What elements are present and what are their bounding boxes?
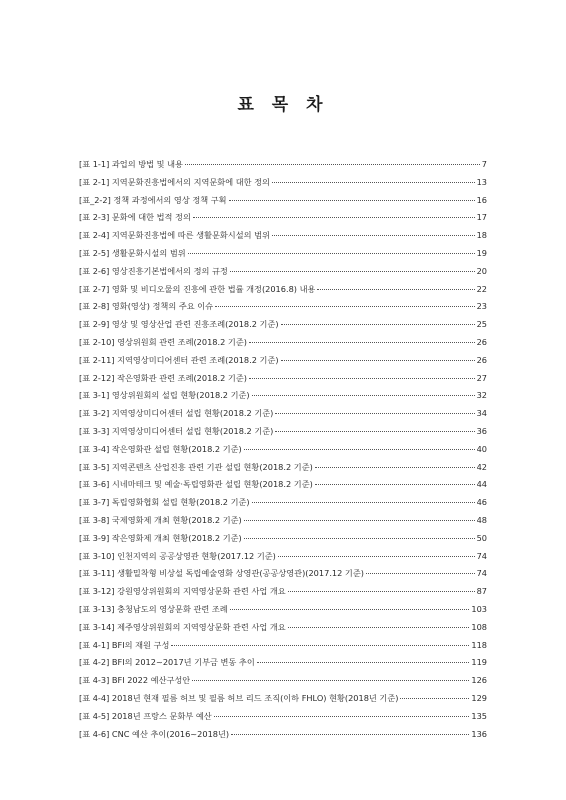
toc-entry-page-number: 118 — [471, 639, 487, 650]
dot-leader — [317, 289, 474, 290]
dot-leader — [244, 538, 475, 539]
toc-entry[interactable] — [79, 565, 487, 583]
toc-entry[interactable] — [79, 227, 487, 245]
toc-entry-label: [표 4-5] 2018년 프랑스 문화부 예산 — [79, 710, 212, 721]
toc-entry-page-number: 36 — [476, 425, 487, 436]
toc-entry-page-number: 19 — [476, 247, 487, 258]
toc-entry-label: [표 2-12] 작은영화관 관련 조례(2018.2 기준) — [79, 372, 247, 383]
toc-entry-page-number: 27 — [476, 372, 487, 383]
dot-leader — [400, 698, 469, 699]
dot-leader — [288, 591, 475, 592]
toc-entry[interactable] — [79, 548, 487, 566]
dot-leader — [252, 395, 475, 396]
toc-entry[interactable] — [79, 334, 487, 352]
dot-leader — [275, 413, 474, 414]
toc-entry[interactable] — [79, 174, 487, 192]
toc-entry-label: [표 3-4] 작은영화관 설립 현황(2018.2 기준) — [79, 443, 242, 454]
toc-entry-label: [표 2-7] 영화 및 비디오물의 진흥에 관한 법률 개정(2016.8) 내용 — [79, 283, 316, 294]
toc-entry-page-number: 17 — [476, 212, 487, 223]
toc-entry-label: [표 2-3] 문화에 대한 법적 정의 — [79, 212, 191, 223]
toc-entry[interactable] — [79, 209, 487, 227]
toc-entry-label: [표 2-8] 영화(영상) 정책의 주요 이슈 — [79, 301, 214, 312]
dot-leader — [244, 520, 475, 521]
dot-leader — [315, 484, 475, 485]
toc-entry-page-number: 135 — [471, 710, 487, 721]
dot-leader — [185, 164, 480, 165]
toc-entry[interactable] — [79, 156, 487, 174]
toc-entry-label: [표 2-5] 생활문화시설의 범위 — [79, 247, 186, 258]
toc-entry-label: [표 4-2] BFI의 2012~2017년 기부금 변동 추이 — [79, 657, 255, 668]
toc-entry[interactable] — [79, 476, 487, 494]
toc-entry-label: [표 3-13] 충청남도의 영상문화 관련 조례 — [79, 603, 228, 614]
dot-leader — [230, 271, 475, 272]
toc-entry-label: [표 3-3] 지역영상미디어센터 설립 현황(2018.2 기준) — [79, 425, 274, 436]
toc-entry-label: [표 3-14] 제주영상위원회의 지역영상문화 관련 사업 개요 — [79, 621, 286, 632]
toc-entry-label: [표 2-11] 지역영상미디어센터 관련 조례(2018.2 기준) — [79, 354, 279, 365]
toc-entry-page-number: 74 — [476, 568, 487, 579]
toc-entry-page-number: 40 — [476, 443, 487, 454]
table-of-contents-list — [79, 156, 487, 743]
dot-leader — [249, 342, 475, 343]
toc-entry-page-number: 42 — [476, 461, 487, 472]
toc-entry-label: [표 3-12] 강원영상위원회의 지역영상문화 관련 사업 개요 — [79, 586, 286, 597]
toc-entry[interactable] — [79, 708, 487, 726]
dot-leader — [230, 609, 470, 610]
toc-entry-label: [표 2-1] 지역문화진흥법에서의 지역문화에 대한 정의 — [79, 176, 270, 187]
toc-entry[interactable] — [79, 637, 487, 655]
toc-entry[interactable] — [79, 405, 487, 423]
toc-entry[interactable] — [79, 583, 487, 601]
toc-entry[interactable] — [79, 263, 487, 281]
dot-leader — [231, 734, 469, 735]
toc-entry[interactable] — [79, 245, 487, 263]
toc-entry-page-number: 44 — [476, 479, 487, 490]
toc-entry[interactable] — [79, 281, 487, 299]
dot-leader — [214, 716, 470, 717]
toc-entry-label: [표 3-11] 생활밀착형 비상설 독립예술영화 상영관(공공상영관)(2017.12 기준) — [79, 568, 364, 579]
dot-leader — [188, 253, 475, 254]
toc-entry-page-number: 46 — [476, 497, 487, 508]
dot-leader — [281, 360, 475, 361]
toc-entry[interactable] — [79, 601, 487, 619]
toc-entry-page-number: 25 — [476, 319, 487, 330]
toc-entry-page-number: 26 — [476, 354, 487, 365]
toc-entry-page-number: 13 — [476, 176, 487, 187]
toc-entry[interactable] — [79, 459, 487, 477]
dot-leader — [281, 324, 475, 325]
toc-entry-label: [표 3-8] 국제영화제 개최 현황(2018.2 기준) — [79, 514, 242, 525]
dot-leader — [229, 200, 475, 201]
toc-entry[interactable] — [79, 619, 487, 637]
toc-entry-page-number: 23 — [476, 301, 487, 312]
dot-leader — [288, 627, 470, 628]
toc-entry-label: [표 2-4] 지역문화진흥법에 따른 생활문화시설의 범위 — [79, 230, 270, 241]
toc-entry-label: [표 3-6] 시네마테크 및 예술·독립영화관 설립 현황(2018.2 기준) — [79, 479, 313, 490]
toc-entry[interactable] — [79, 298, 487, 316]
dot-leader — [272, 182, 475, 183]
toc-entry[interactable] — [79, 654, 487, 672]
dot-leader — [257, 662, 470, 663]
dot-leader — [366, 573, 475, 574]
toc-entry-label: [표 3-2] 지역영상미디어센터 설립 현황(2018.2 기준) — [79, 408, 274, 419]
toc-entry-page-number: 108 — [471, 621, 487, 632]
toc-entry-label: [표 1-1] 과업의 방법 및 내용 — [79, 159, 183, 169]
toc-entry[interactable] — [79, 530, 487, 548]
toc-entry[interactable] — [79, 352, 487, 370]
toc-entry-page-number: 18 — [476, 230, 487, 241]
toc-entry[interactable] — [79, 316, 487, 334]
toc-entry-label: [표 4-4] 2018년 현재 필름 허브 및 필름 허브 리드 조직(이하 FHLO) 현황(2018년 기준) — [79, 692, 399, 703]
dot-leader — [244, 449, 475, 450]
toc-entry[interactable] — [79, 672, 487, 690]
toc-entry-page-number: 32 — [476, 390, 487, 401]
toc-entry-label: [표 3-5] 지역콘텐츠 산업진흥 관련 기관 설립 현황(2018.2 기준) — [79, 461, 313, 472]
toc-entry[interactable] — [79, 690, 487, 708]
toc-entry-page-number: 87 — [476, 586, 487, 597]
toc-entry-page-number: 126 — [471, 675, 487, 686]
toc-entry[interactable] — [79, 512, 487, 530]
toc-entry-label: [표 2-10] 영상위원회 관련 조례(2018.2 기준) — [79, 336, 247, 347]
toc-entry[interactable] — [79, 423, 487, 441]
toc-entry[interactable] — [79, 494, 487, 512]
toc-entry-label: [표 3-9] 작은영화제 개최 현황(2018.2 기준) — [79, 532, 242, 543]
toc-entry-page-number: 48 — [476, 514, 487, 525]
dot-leader — [171, 645, 469, 646]
toc-entry-page-number: 20 — [476, 265, 487, 276]
toc-entry-label: [표 3-1] 영상위원회의 설립 현황(2018.2 기준) — [79, 390, 250, 401]
toc-entry-page-number: 7 — [481, 159, 487, 169]
toc-entry-label: [표 4-1] BFI의 재원 구성 — [79, 639, 170, 650]
toc-entry-page-number: 50 — [476, 532, 487, 543]
toc-entry-label: [표 4-3] BFI 2022 예산구성안 — [79, 675, 191, 686]
dot-leader — [249, 378, 475, 379]
toc-entry-label: [표 2-9] 영상 및 영상산업 관련 진흥조례(2018.2 기준) — [79, 319, 279, 330]
toc-entry-label: [표 2-6] 영상진흥기본법에서의 정의 규정 — [79, 265, 228, 276]
dot-leader — [252, 502, 475, 503]
toc-entry[interactable] — [79, 441, 487, 459]
toc-entry-page-number: 16 — [476, 194, 487, 205]
toc-entry-label: [표 4-6] CNC 예산 추이(2016~2018년) — [79, 728, 230, 739]
toc-entry-page-number: 22 — [476, 283, 487, 294]
toc-entry-page-number: 103 — [471, 603, 487, 614]
toc-entry-page-number: 136 — [471, 728, 487, 739]
toc-entry-label: [표_2-2] 정책 과정에서의 영상 정책 구획 — [79, 194, 227, 205]
toc-entry-page-number: 119 — [471, 657, 487, 668]
toc-entry-page-number: 74 — [476, 550, 487, 561]
toc-entry-page-number: 34 — [476, 408, 487, 419]
toc-entry[interactable] — [79, 726, 487, 744]
dot-leader — [272, 235, 475, 236]
toc-entry-label: [표 3-10] 인천지역의 공공상영관 현황(2017.12 기준) — [79, 550, 276, 561]
dot-leader — [193, 217, 475, 218]
dot-leader — [192, 680, 469, 681]
dot-leader — [215, 306, 475, 307]
page-title: 표 목 차 — [237, 95, 329, 115]
toc-entry-page-number: 26 — [476, 336, 487, 347]
toc-entry-page-number: 129 — [471, 692, 487, 703]
toc-entry[interactable] — [79, 370, 487, 388]
toc-entry[interactable] — [79, 387, 487, 405]
dot-leader — [275, 431, 474, 432]
toc-entry[interactable] — [79, 192, 487, 210]
toc-entry-label: [표 3-7] 독립영화협회 설립 현황(2018.2 기준) — [79, 497, 250, 508]
dot-leader — [315, 467, 475, 468]
dot-leader — [278, 556, 475, 557]
